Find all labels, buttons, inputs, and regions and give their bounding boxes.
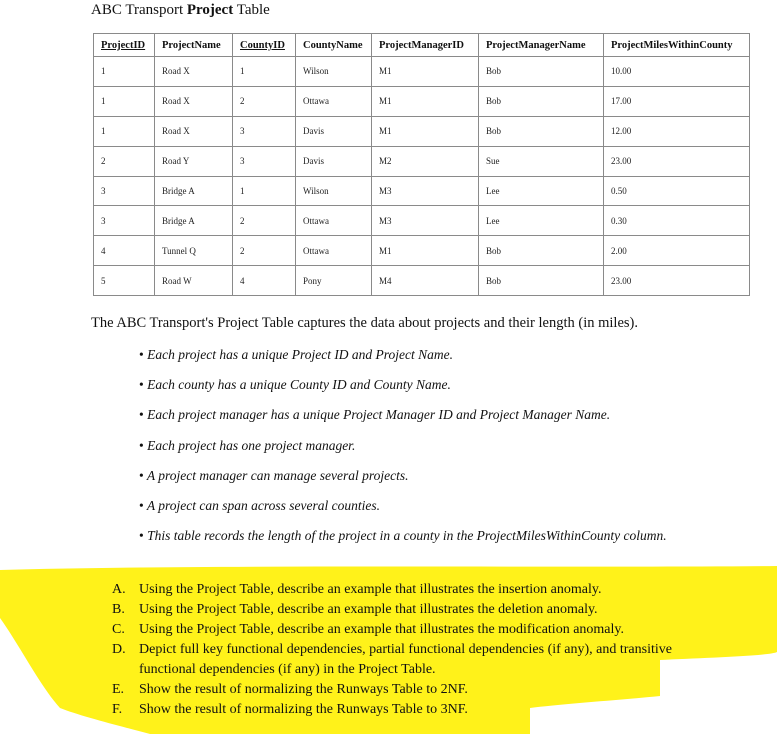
header-project-miles: ProjectMilesWithinCounty	[604, 34, 750, 57]
cell: Sue	[479, 146, 604, 176]
cell: 4	[233, 266, 296, 296]
question-text: Show the result of normalizing the Runways Table to 3NF.	[139, 702, 468, 717]
header-project-name: ProjectName	[155, 34, 233, 57]
cell: Ottawa	[296, 236, 372, 266]
bullet-list	[139, 346, 739, 557]
cell: M3	[372, 176, 479, 206]
cell: M1	[372, 57, 479, 87]
cell: M1	[372, 86, 479, 116]
cell: Wilson	[296, 57, 372, 87]
cell: M3	[372, 206, 479, 236]
question-letter: F.	[112, 702, 123, 717]
cell: 1	[94, 57, 155, 87]
question-item	[112, 700, 732, 720]
question-text: Using the Project Table, describe an example that illustrates the modification anomaly.	[139, 622, 624, 637]
cell: 12.00	[604, 116, 750, 146]
cell: Bob	[479, 266, 604, 296]
question-item	[112, 640, 732, 680]
bullet-symbol: •	[139, 347, 144, 362]
bullet-symbol: •	[139, 528, 144, 544]
bullet-text: Each project manager has a unique Project Manager ID and Project Manager Name.	[147, 407, 611, 423]
cell: Bridge A	[155, 206, 233, 236]
question-text: Using the Project Table, describe an example that illustrates the insertion anomaly.	[139, 582, 602, 597]
intro-paragraph: The ABC Transport's Project Table captures the data about projects and their length (in miles).	[91, 315, 638, 331]
table-row	[94, 206, 750, 236]
cell: 5	[94, 266, 155, 296]
question-list	[112, 580, 732, 720]
cell: 2.00	[604, 236, 750, 266]
question-letter: B.	[112, 602, 125, 617]
cell: Road X	[155, 86, 233, 116]
cell: Bob	[479, 57, 604, 87]
cell: Bridge A	[155, 176, 233, 206]
bullet-item	[139, 437, 739, 454]
cell: Ottawa	[296, 86, 372, 116]
cell: 1	[94, 86, 155, 116]
page-title	[91, 2, 270, 19]
cell: Road W	[155, 266, 233, 296]
cell: 3	[233, 146, 296, 176]
table-row	[94, 116, 750, 146]
cell: 23.00	[604, 146, 750, 176]
cell: 1	[233, 57, 296, 87]
header-county-name: CountyName	[296, 34, 372, 57]
cell: 2	[233, 236, 296, 266]
header-project-id: ProjectID	[94, 34, 155, 57]
cell: Pony	[296, 266, 372, 296]
bullet-symbol: •	[139, 407, 144, 423]
title-prefix: ABC Transport	[91, 2, 187, 18]
bullet-symbol: •	[139, 497, 144, 513]
question-text: Using the Project Table, describe an example that illustrates the deletion anomaly.	[139, 602, 598, 617]
cell: Lee	[479, 176, 604, 206]
cell: Bob	[479, 86, 604, 116]
question-letter: D.	[112, 642, 126, 657]
table-row	[94, 146, 750, 176]
question-letter: E.	[112, 682, 125, 697]
cell: 2	[233, 86, 296, 116]
bullet-symbol: •	[139, 437, 144, 453]
cell: Road X	[155, 116, 233, 146]
cell: M2	[372, 146, 479, 176]
cell: 2	[233, 206, 296, 236]
question-item	[112, 680, 732, 700]
question-text: Show the result of normalizing the Runways Table to 2NF.	[139, 682, 468, 697]
cell: 1	[233, 176, 296, 206]
title-suffix: Table	[233, 2, 270, 18]
cell: 2	[94, 146, 155, 176]
bullet-text: Each project has a unique Project ID and Project Name.	[147, 347, 454, 362]
table-row	[94, 266, 750, 296]
cell: 23.00	[604, 266, 750, 296]
bullet-item	[139, 527, 739, 544]
cell: Wilson	[296, 176, 372, 206]
cell: 3	[94, 206, 155, 236]
bullet-text: Each project has one project manager.	[147, 437, 356, 453]
cell: 0.50	[604, 176, 750, 206]
bullet-text: A project manager can manage several projects.	[146, 467, 409, 483]
cell: 3	[94, 176, 155, 206]
cell: Davis	[296, 116, 372, 146]
cell: 10.00	[604, 57, 750, 87]
header-project-manager-name: ProjectManagerName	[479, 34, 604, 57]
cell: 4	[94, 236, 155, 266]
bullet-symbol: •	[139, 377, 144, 393]
table-header-row	[94, 34, 750, 57]
cell: Davis	[296, 146, 372, 176]
cell: 0.30	[604, 206, 750, 236]
bullet-text: This table records the length of the project in a county in the ProjectMilesWithinCounty column.	[147, 528, 667, 544]
question-item	[112, 600, 732, 620]
bullet-symbol: •	[139, 467, 144, 483]
bullet-item	[139, 467, 739, 484]
question-item	[112, 620, 732, 640]
table-row	[94, 236, 750, 266]
question-letter: A.	[112, 582, 126, 597]
table-row	[94, 57, 750, 87]
cell: M1	[372, 236, 479, 266]
bullet-text: A project can span across several counties.	[146, 497, 380, 513]
table-row	[94, 86, 750, 116]
cell: Road Y	[155, 146, 233, 176]
cell: Ottawa	[296, 206, 372, 236]
table-row	[94, 176, 750, 206]
cell: 3	[233, 116, 296, 146]
cell: 17.00	[604, 86, 750, 116]
question-text: Depict full key functional dependencies, partial functional dependencies (if any), and transitive functional dependencies (if any) in the Project Table.	[139, 642, 672, 677]
bullet-item	[139, 376, 739, 393]
cell: Bob	[479, 236, 604, 266]
bullet-item	[139, 346, 739, 363]
cell: M4	[372, 266, 479, 296]
cell: Tunnel Q	[155, 236, 233, 266]
cell: Bob	[479, 116, 604, 146]
cell: Road X	[155, 57, 233, 87]
title-bold: Project	[186, 2, 234, 18]
bullet-item	[139, 406, 739, 423]
question-letter: C.	[112, 622, 125, 637]
header-project-manager-id: ProjectManagerID	[372, 34, 479, 57]
header-county-id: CountyID	[233, 34, 296, 57]
cell: 1	[94, 116, 155, 146]
cell: Lee	[479, 206, 604, 236]
question-item	[112, 580, 732, 600]
bullet-item	[139, 497, 739, 514]
project-table	[93, 33, 750, 296]
cell: M1	[372, 116, 479, 146]
bullet-text: Each county has a unique County ID and County Name.	[147, 377, 451, 393]
